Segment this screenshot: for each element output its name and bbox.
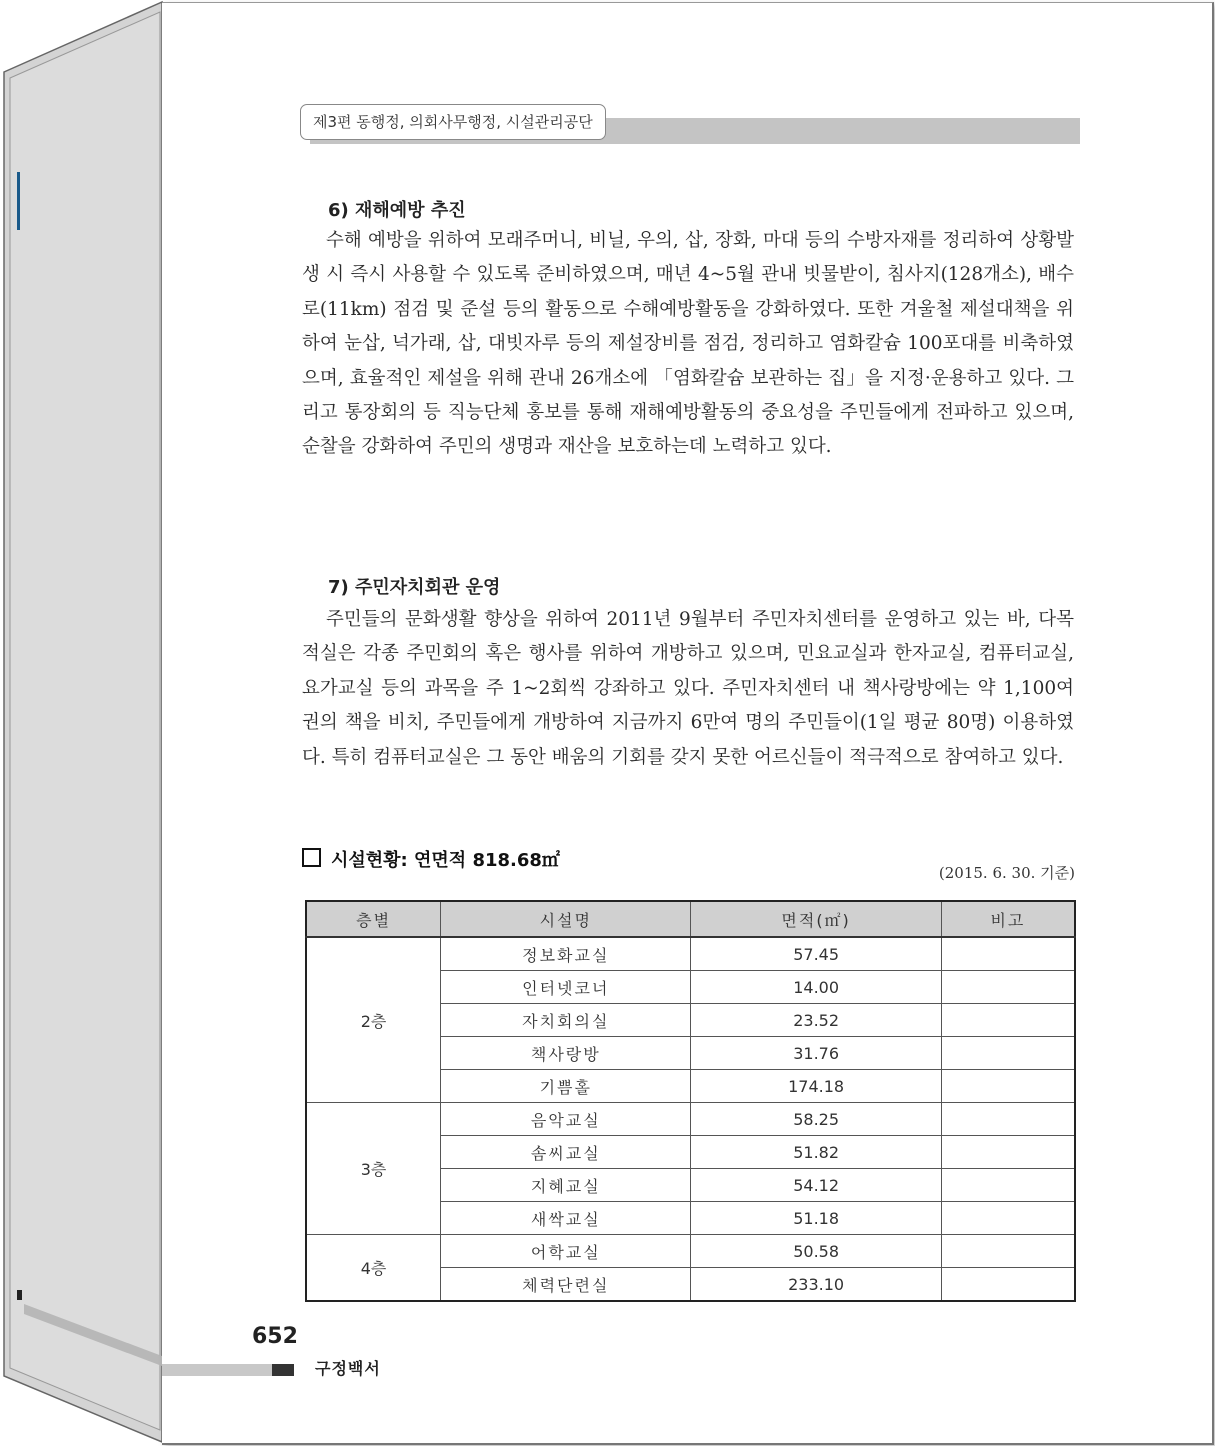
remarks-cell (941, 1202, 1075, 1235)
area-cell: 23.52 (691, 1004, 941, 1037)
checkbox-square-icon (302, 848, 321, 867)
remarks-cell (941, 971, 1075, 1004)
section-body-disaster-prevention: 수해 예방을 위하여 모래주머니, 비닐, 우의, 삽, 장화, 마대 등의 수방자재를 정리하여 상황발생 시 즉시 사용할 수 있도록 준비하였으며, 매년 4~5월 관내 빗물받이, 침사지(128개소), 배수로(11km) 점검 및 준설 등의 활동으로 수해예방활동을 강화하였다. 또한 겨울철 제설대책을 위하여 눈삽, 넉가래, 삽, 대빗자루 등의 제설장비를 점검, 정리하고 염화칼슘 100포대를 비축하였으며, 효율적인 제설을 위해 관내 26개소에 「염화칼슘 보관하는 집」을 지정·운용하고 있다. 그리고 통장회의 등 직능단체 홍보를 통해 재해예방활동의 중요성을 주민들에게 전파하고 있으며, 순찰을 강화하여 주민의 생명과 재산을 보호하는데 노력하고 있다. (302, 230, 1074, 458)
remarks-cell (941, 1268, 1075, 1302)
facility-name-cell: 책사랑방 (441, 1037, 691, 1070)
remarks-cell (941, 1070, 1075, 1103)
footer-block (272, 1364, 294, 1376)
area-cell: 31.76 (691, 1037, 941, 1070)
chapter-label: 제3편 동행정, 의회사무행정, 시설관리공단 (300, 104, 606, 140)
facility-name-cell: 자치회의실 (441, 1004, 691, 1037)
as-of-date: (2015. 6. 30. 기준) (938, 864, 1075, 882)
facility-name-cell: 음악교실 (441, 1103, 691, 1136)
area-cell: 51.18 (691, 1202, 941, 1235)
section-title-disaster-prevention: 6) 재해예방 추진 (328, 200, 466, 221)
facility-heading: 시설현황: 연면적 818.68㎡ (302, 846, 560, 872)
remarks-cell (941, 1037, 1075, 1070)
table-row (306, 1103, 1075, 1136)
column-header-facility-name: 시설명 (441, 901, 691, 937)
area-cell: 14.00 (691, 971, 941, 1004)
remarks-cell (941, 1235, 1075, 1268)
section-body-community-center: 주민들의 문화생활 향상을 위하여 2011년 9월부터 주민자치센터를 운영하고 있는 바, 다목적실은 각종 주민회의 혹은 행사를 위하여 개방하고 있으며, 민요교실과 한자교실, 컴퓨터교실, 요가교실 등의 과목을 주 1~2회씩 강좌하고 있다. 주민자치센터 내 책사랑방에는 약 1,100여 권의 책을 비치, 주민들에게 개방하여 지금까지 6만여 명의 주민들이(1일 평균 80명) 이용하였다. 특히 컴퓨터교실은 그 동안 배움의 기회를 갖지 못한 어르신들이 적극적으로 참여하고 있다. (302, 609, 1074, 768)
section-title-community-center: 7) 주민자치회관 운영 (328, 577, 501, 598)
area-cell: 50.58 (691, 1235, 941, 1268)
facility-name-cell: 새싹교실 (441, 1202, 691, 1235)
book-spine (0, 0, 165, 1446)
area-cell: 233.10 (691, 1268, 941, 1302)
area-cell: 51.82 (691, 1136, 941, 1169)
column-header-floor: 층별 (306, 901, 441, 937)
facility-name-cell: 지혜교실 (441, 1169, 691, 1202)
column-header-area: 면적(㎡) (691, 901, 941, 937)
footer-bar (162, 1364, 272, 1376)
area-cell: 54.12 (691, 1169, 941, 1202)
facility-name-cell: 정보화교실 (441, 937, 691, 971)
facility-name-cell: 인터넷코너 (441, 971, 691, 1004)
area-cell: 58.25 (691, 1103, 941, 1136)
facility-name-cell: 기쁨홀 (441, 1070, 691, 1103)
book-title: 구정백서 (315, 1359, 381, 1378)
facility-name-cell: 어학교실 (441, 1235, 691, 1268)
facility-name-cell: 솜씨교실 (441, 1136, 691, 1169)
remarks-cell (941, 1136, 1075, 1169)
floor-cell: 3층 (306, 1103, 441, 1235)
area-cell: 174.18 (691, 1070, 941, 1103)
page-number: 652 (252, 1324, 298, 1349)
facility-name-cell: 체력단련실 (441, 1268, 691, 1302)
remarks-cell (941, 1103, 1075, 1136)
area-cell: 57.45 (691, 937, 941, 971)
table-header-row (306, 901, 1075, 937)
remarks-cell (941, 937, 1075, 971)
table-row (306, 937, 1075, 971)
column-header-remarks: 비고 (941, 901, 1075, 937)
floor-cell: 4층 (306, 1235, 441, 1302)
floor-cell: 2층 (306, 937, 441, 1103)
table-row (306, 1235, 1075, 1268)
facility-table (305, 900, 1076, 1302)
remarks-cell (941, 1169, 1075, 1202)
remarks-cell (941, 1004, 1075, 1037)
facility-table-body (306, 937, 1075, 1301)
running-header (300, 104, 1080, 146)
